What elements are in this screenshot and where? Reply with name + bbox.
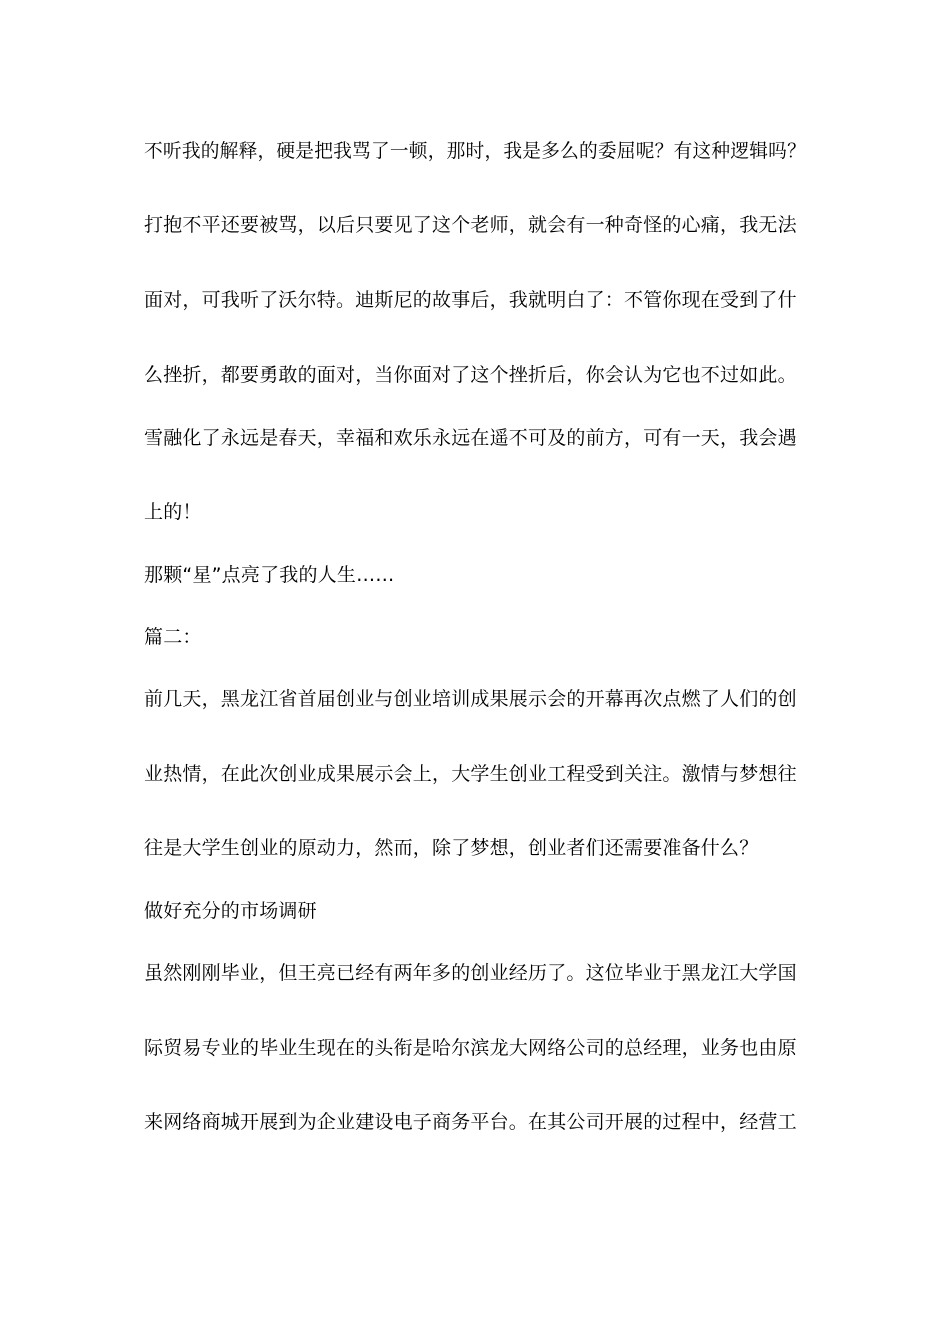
- text-line: 业热情，在此次创业成果展示会上，大学生创业工程受到关注。激情与梦想往: [144, 763, 797, 785]
- text-line: 不听我的解释，硬是把我骂了一顿，那时，我是多么的委屈呢？有这种逻辑吗？: [144, 140, 807, 162]
- text-line: 上的！: [144, 501, 202, 523]
- text-line: 面对，可我听了沃尔特。迪斯尼的故事后，我就明白了：不管你现在受到了什: [144, 289, 797, 311]
- text-line: 雪融化了永远是春天，幸福和欢乐永远在遥不可及的前方，可有一天，我会遇: [144, 427, 797, 449]
- text-line: 打抱不平还要被骂，以后只要见了这个老师，就会有一种奇怪的心痛，我无法: [144, 214, 797, 236]
- text-line: 来网络商城开展到为企业建设电子商务平台。在其公司开展的过程中，经营工: [144, 1111, 797, 1133]
- text-line: 虽然刚刚毕业，但王亮已经有两年多的创业经历了。这位毕业于黑龙江大学国: [144, 962, 797, 984]
- text-line: 么挫折，都要勇敢的面对，当你面对了这个挫折后，你会认为它也不过如此。: [144, 364, 797, 386]
- text-line: 际贸易专业的毕业生现在的头衔是哈尔滨龙大网络公司的总经理，业务也由原: [144, 1037, 797, 1059]
- text-line: 前几天，黑龙江省首届创业与创业培训成果展示会的开幕再次点燃了人们的创: [144, 688, 797, 710]
- text-line: 往是大学生创业的原动力，然而，除了梦想，创业者们还需要准备什么？: [144, 837, 759, 859]
- text-line: 那颗“星”点亮了我的人生……: [144, 564, 395, 586]
- section-heading: 篇二：: [144, 626, 202, 648]
- subheading: 做好充分的市场调研: [144, 900, 317, 922]
